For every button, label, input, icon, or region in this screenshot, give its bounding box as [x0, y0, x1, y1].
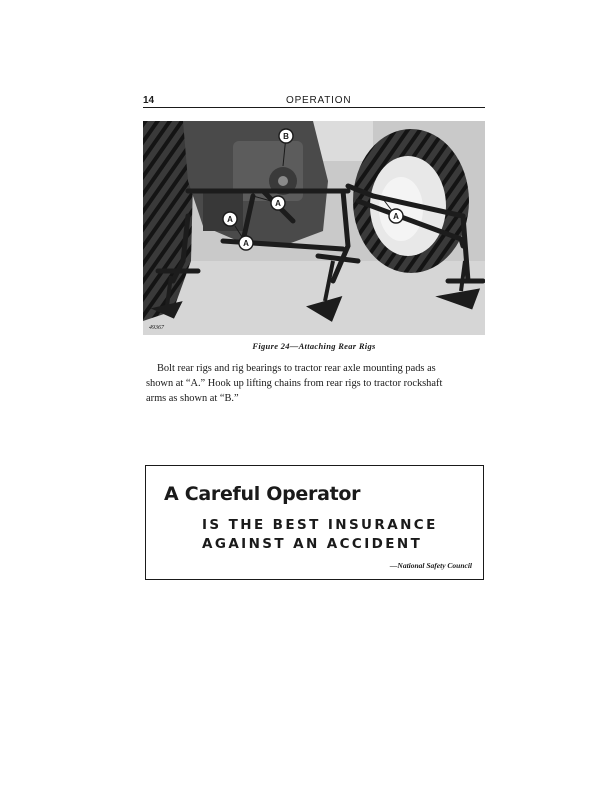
body-line: Bolt rear rigs and rig bearings to tractor rear axle mounting pads as	[157, 363, 436, 374]
safety-line-1: IS THE BEST INSURANCE	[202, 517, 438, 533]
body-paragraph	[146, 361, 488, 406]
safety-line-2: AGAINST AN ACCIDENT	[202, 536, 423, 552]
body-line: shown at “A.” Hook up lifting chains from rear rigs to tractor rockshaft	[146, 378, 443, 389]
callout-b: B	[283, 132, 289, 141]
safety-notice-box	[145, 465, 484, 580]
callout-a: A	[275, 199, 281, 208]
header-rule	[143, 107, 485, 108]
tractor-rear-rigs-photo	[143, 121, 485, 335]
page-number: 14	[143, 95, 155, 106]
body-line: arms as shown at “B.”	[146, 393, 239, 404]
safety-attribution: —National Safety Council	[389, 561, 472, 570]
section-title: OPERATION	[286, 95, 352, 106]
safety-headline: A Careful Operator	[164, 483, 361, 505]
plate-number: 49367	[149, 325, 164, 331]
figure-caption: Figure 24—Attaching Rear Rigs	[252, 341, 376, 351]
callout-a: A	[227, 215, 233, 224]
callout-a: A	[243, 239, 249, 248]
callout-a: A	[393, 212, 399, 221]
